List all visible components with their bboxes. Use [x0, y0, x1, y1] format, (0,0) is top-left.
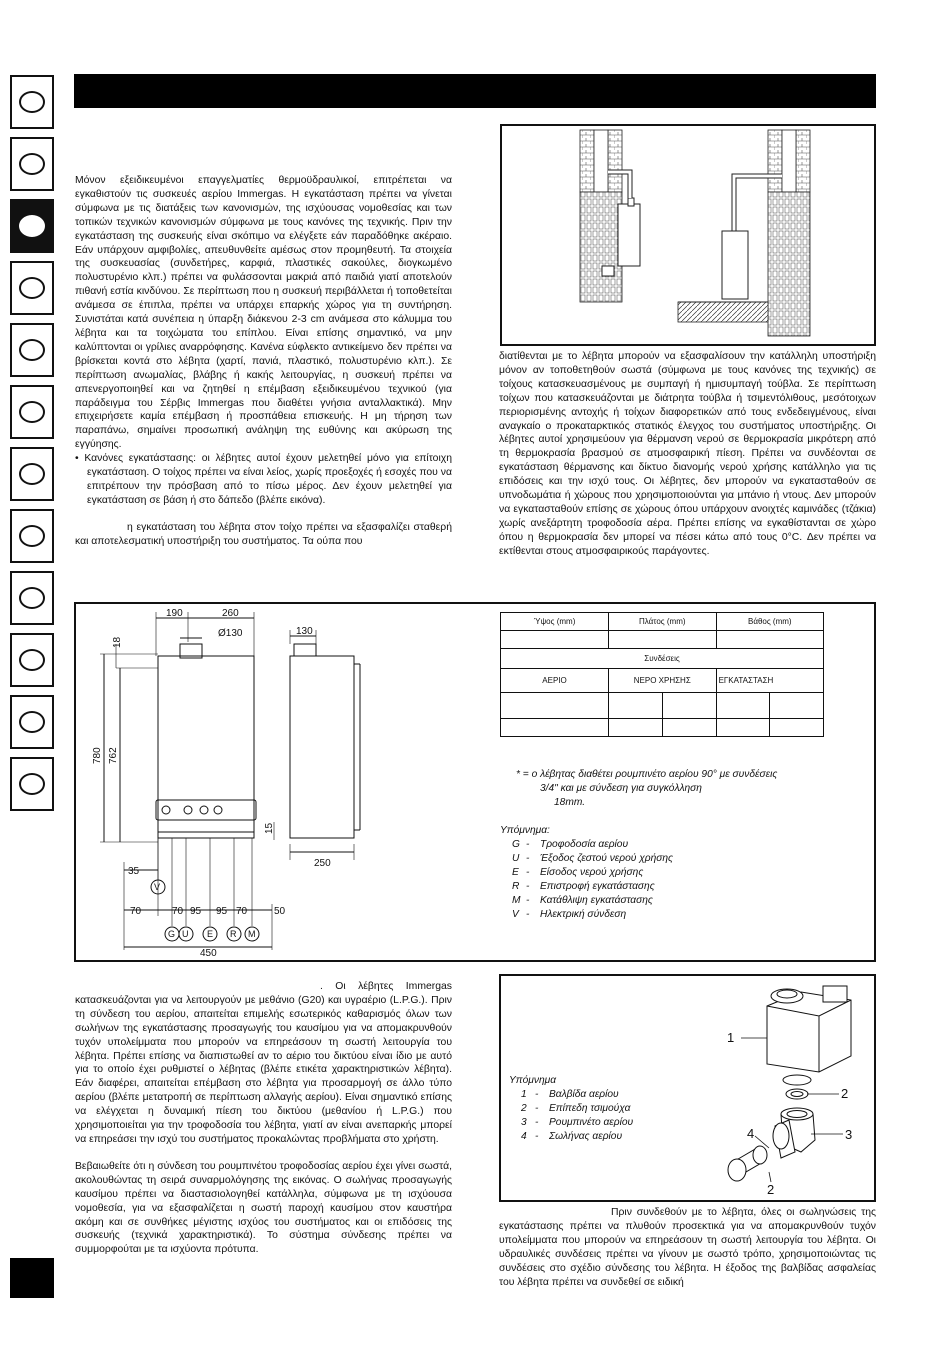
conn-u: U — [182, 929, 189, 939]
tab-oval-icon — [19, 215, 45, 237]
dimensions-legend — [500, 824, 800, 922]
conn-e: E — [207, 929, 214, 939]
wall-installation-drawing — [502, 126, 874, 344]
section-tab-11[interactable] — [10, 695, 54, 749]
table-cell — [501, 719, 609, 737]
dim-250: 250 — [314, 858, 331, 869]
dim-50: 50 — [274, 906, 286, 917]
dim-70-mid: 70 — [172, 906, 184, 917]
wall-support-text — [499, 350, 876, 559]
callout-4: 4 — [747, 1126, 755, 1141]
conn-g: G — [168, 929, 176, 939]
boiler-dimension-drawing — [76, 604, 496, 960]
wall-installation-figure — [500, 124, 876, 346]
legend-title: Υπόμνημα: — [500, 825, 550, 836]
section-tab-1[interactable] — [10, 75, 54, 129]
dim-190: 190 — [166, 608, 183, 619]
page-number-block — [10, 1258, 54, 1298]
tab-oval-icon — [19, 153, 45, 175]
table-sub-gas: ΑΕΡΙΟ — [501, 669, 609, 693]
tab-oval-icon — [19, 587, 45, 609]
note-line-1: * = ο λέβητας διαθέτει ρουμπινέτο αερίου 90° με συνδέσεις — [516, 769, 778, 780]
gas-valve-figure — [499, 974, 876, 1202]
section-header-bar — [74, 74, 876, 108]
gas-paragraph-2: Βεβαιωθείτε ότι η σύνδεση του ρουμπινέτου τροφοδοσίας αερίου έχει γίνει σωστά, ακολουθώντας τη σειρά συναρμολόγησης της εικόνας. Ο σωλήνας προσαγωγής καυσίμου πρέπει να διαστασιολογηθεί κατάλληλα, σύμφωνα με τη ισχύουσα νομοθεσία, για να εξασφαλίζεται η σωστή παροχή καυσίμου στον καυστήρα ακόμη και σε συνθήκες μέγιστης ισχύος του συστήματος και οι επιδόσεις της συσκευής (τεχνικά χαρακτηριστικά). Το σύστημα σύνδεσης πρέπει να συμμορφούται με τα ισχύοντα πρότυπα. — [75, 1160, 452, 1256]
table-cell — [716, 693, 770, 719]
legend2-item: 2 - Επίπεδη τσιμούχα — [521, 1103, 631, 1114]
tab-oval-icon — [19, 277, 45, 299]
dim-95-right: 95 — [216, 906, 228, 917]
dim-18: 18 — [112, 636, 123, 648]
callout-3: 3 — [845, 1127, 853, 1142]
gas-valve-drawing — [501, 976, 874, 1200]
table-cell — [501, 631, 609, 649]
dim-130-side: 130 — [296, 626, 313, 637]
hydraulic-connection-text — [499, 1206, 876, 1289]
wall-support-paragraph: διατίθενται με το λέβητα μπορούν να εξασφαλίσουν την κατάλληλη υποστήριξη μόνον αν τοποθετηθούν σωστά (σύμφωνα με τους κανόνες της τεχνικής) σε τοίχους κατασκευασμένους με συμπαγή ή ημισυμπαγή τούβλα. Σε περίπτωση τοίχων που κατασκευάζονται με διάτρητα τούβλα ή τσιμεντόλιθους, μεσότοιχων περιορισμένης αντοχής ή τοίχων διαφορετικών από τους ενδεδειγμένους, είναι αναγκαίο ο προκαταρκτικός στατικός έλεγχος του συστήματος υποστήριξης. Οι λέβητες αυτοί χρησιμεύουν για θέρμανση νερού σε θερμοκρασία μικρότερη από τη θερμοκρασία βρασμού σε ατμοσφαιρική πίεση. Πρέπει να συνδέονται σε εγκατάσταση θέρμανσης και δίκτυο διανομής νερού χρήσης κατάλληλο για τις επιδόσεις και την ισχύ τους. Οι λέβητες, δεν μπορούν να εγκατασταθούν σε υπνοδωμάτια ή χώρους που χρησιμοποιούνται για μπάνιο ή ντους. Δεν μπορούν να εγκατασταθούν επίσης σε χώρους όπου υπάρχουν ανοιχτές καμινάδες (τζάκια) χωρίς ανεξάρτητη τροφοδοσία αέρα. Πρέπει επίσης να εγκαθίστανται σε χώρο όπου η θερμοκρασία δεν μπορεί να πέσει κάτω από τους 0°C. Δεν πρέπει να εκτίθενται στους ατμοσφαιρικούς παράγοντες. — [499, 351, 876, 557]
table-cell — [662, 719, 716, 737]
legend-item: R - Επιστροφή εγκατάστασης — [512, 881, 655, 892]
legend2-item: 4 - Σωλήνας αερίου — [521, 1131, 623, 1142]
gas-paragraph-1-text: . Οι λέβητες Immergas κατασκευάζονται για να λειτουργούν με μεθάνιο (G20) και υγραέριο (L.P.G.). Πριν τη σύνδεση του αερίου, απαιτείται επιμελής εσωτερικός καθαρισμός όλων των σωλήνων της εγκατάστασης προσαγωγής του καυσίμου για να απομακρυνθούν τυχόν υπολείμματα που μπορούν να επηρεάσουν τη σωστή λειτουργία του λέβητα. Πρέπει επίσης να διαπιστωθεί αν το αέριο του δικτύου είναι ίδιο με αυτό για το οποίο έχει ρυθμιστεί ο λέβητας (βλέπε ετικέτα χαρακτηριστικών λέβητα). Εάν διαφέρει, απαιτείται επέμβαση στο λέβητα για προσαρμογή σε άλλο τύπο αερίου (βλέπε μετατροπή σε περίπτωση αλλαγής αερίου). Είναι σημαντικό επίσης να ελέγχεται η δυναμική πίεση του δικτύου (μεθανίου ή L.P.G.) που χρησιμοποιείται για την τροφοδοσία του λέβητα, γιατί αν είναι ανεπαρκής μπορεί να επηρεάσει την ισχύ του συστήματος προκαλώντας προβλήματα στο χρήστη. — [75, 981, 452, 1145]
tab-oval-icon — [19, 339, 45, 361]
dim-15: 15 — [264, 822, 275, 834]
table-cell — [770, 693, 824, 719]
table-header-width: Πλάτος (mm) — [609, 613, 717, 631]
dim-70-right: 70 — [236, 906, 248, 917]
section-tab-9[interactable] — [10, 571, 54, 625]
tab-oval-icon — [19, 711, 45, 733]
legend2-item: 3 - Ρουμπινέτο αερίου — [521, 1117, 634, 1128]
legend-item: E - Είσοδος νερού χρήσης — [512, 867, 644, 878]
intro-text — [75, 174, 452, 549]
conn-r: R — [230, 929, 237, 939]
tab-oval-icon — [19, 649, 45, 671]
section-tab-8[interactable] — [10, 509, 54, 563]
tab-oval-icon — [19, 773, 45, 795]
gas-paragraph-1 — [75, 980, 452, 1147]
section-tab-5[interactable] — [10, 323, 54, 377]
legend2-item: 1 - Βαλβίδα αερίου — [521, 1089, 619, 1100]
callout-1: 1 — [727, 1030, 735, 1045]
table-cell — [770, 719, 824, 737]
dim-762: 762 — [108, 747, 119, 764]
dim-95-left: 95 — [190, 906, 202, 917]
hydraulic-paragraph — [499, 1206, 876, 1289]
table-cell — [662, 693, 716, 719]
table-connections-header: Συνδέσεις — [501, 649, 824, 669]
table-sub-dhw: ΝΕΡΟ ΧΡΗΣΗΣ — [609, 669, 717, 693]
table-sub-system: ΕΓΚΑΤΑΣΤΑΣΗ — [716, 669, 823, 693]
note-line-2: 3/4" και με σύνδεση για συγκόλληση — [540, 783, 702, 794]
gas-connection-text — [75, 980, 452, 1257]
tab-oval-icon — [19, 91, 45, 113]
intro-bullet-text: Κανόνες εγκατάστασης: οι λέβητες αυτοί έχουν μελετηθεί μόνο για επίτοιχη εγκατάσταση. Ο τοίχος πρέπει να είναι λείος, χωρίς προεξοχές ή εσοχές που να επιτρέπουν την πρόσβαση από το πίσω μέρος. Δεν έχουν μελετηθεί για εγκατάσταση σε βάση ή στο δάπεδο (βλέπε εικόνα). — [84, 453, 453, 506]
dim-260: 260 — [222, 608, 239, 619]
hydraulic-paragraph-text: Πριν συνδεθούν με το λέβητα, όλες οι σωληνώσεις της εγκατάστασης πρέπει να πλυθούν προσεκτικά για να απομακρυνθούν τυχόν υπολείμματα που μπορούν να επηρεάσουν τη σωστή λειτουργία του λέβητα. Οι υδραυλικές συνδέσεις πρέπει να γίνουν με σωστό τρόπο, χρησιμοποιώντας τις συνδέσεις στο σχέδιο σύνδεσης του λέβητα. Η έξοδος της βαλβίδας ασφαλείας του λέβητα πρέπει να συνδεθεί σε ειδική — [499, 1207, 876, 1288]
table-cell — [501, 693, 609, 719]
intro-paragraph-2-text: η εγκατάσταση του λέβητα στον τοίχο πρέπει να εξασφαλίζει σταθερή και αποτελεσματική υποστήριξη του συστήματος. Τα ούπα που — [75, 521, 452, 547]
section-tab-10[interactable] — [10, 633, 54, 687]
callout-2: 2 — [841, 1086, 849, 1101]
section-tab-3[interactable] — [10, 199, 54, 253]
dim-780: 780 — [92, 747, 103, 764]
tab-oval-icon — [19, 463, 45, 485]
table-header-depth: Βάθος (mm) — [716, 613, 823, 631]
section-tab-4[interactable] — [10, 261, 54, 315]
gas-cock-note — [516, 768, 856, 810]
legend-item: V - Ηλεκτρική σύνδεση — [512, 909, 627, 920]
dimensions-figure — [74, 602, 876, 962]
table-header-height: Ύψος (mm) — [501, 613, 609, 631]
dim-130-dia: Ø130 — [218, 628, 243, 639]
dim-70-left: 70 — [130, 906, 142, 917]
conn-m: M — [248, 929, 256, 939]
legend-item: G - Τροφοδοσία αερίου — [512, 839, 629, 850]
dim-35: 35 — [128, 866, 140, 877]
table-cell — [609, 693, 663, 719]
tab-oval-icon — [19, 525, 45, 547]
table-cell — [716, 631, 823, 649]
dim-450: 450 — [200, 948, 217, 959]
section-tab-2[interactable] — [10, 137, 54, 191]
table-cell — [716, 719, 770, 737]
table-cell — [609, 719, 663, 737]
intro-paragraph-2 — [75, 521, 452, 549]
note-line-3: 18mm. — [554, 797, 586, 808]
legend-item: M - Κατάθλιψη εγκατάστασης — [512, 895, 653, 906]
conn-v: V — [154, 882, 161, 892]
callout-2-lower: 2 — [767, 1182, 775, 1197]
dimensions-table — [500, 612, 824, 737]
legend2-title: Υπόμνημα — [509, 1075, 557, 1086]
section-tab-7[interactable] — [10, 447, 54, 501]
section-tab-12[interactable] — [10, 757, 54, 811]
intro-paragraph-1: Μόνον εξειδικευμένοι επαγγελματίες θερμοϋδραυλικοί, επιτρέπεται να εγκαθιστούν τις συσκευές αερίου Immergas. Η εγκατάσταση πρέπει να γίνεται σύμφωνα με τις διατάξεις των κανονισμών, της ισχύουσας νομοθεσίας και των τοπικών τεχνικών κανονισμών σύμφωνα με τους κανόνες της τεχνικής. Πριν την εγκατάσταση της συσκευής είναι σκόπιμο να ελέγξετε εάν παραδόθηκε ακέραιο. Εάν υπάρχουν αμφιβολίες, απευθυνθείτε αμέσως στον προμηθευτή. Τα στοιχεία της συσκευασίας (συνδετήρες, καρφιά, πλαστικές σακούλες, διογκωμένο πολυστυρένιο κλπ.) πρέπει να φυλάσσονται μακριά από παιδιά γιατί αποτελούν πιθανή εστία κινδύνου. Σε περίπτωση που η συσκευή περιβάλλεται ή τοποθετείται ανάμεσα σε έπιπλα, πρέπει να υπάρχει επαρκής χώρος για τη συντήρηση. Συνιστάται κατά συνέπεια η ύπαρξη διάκενου 2-3 cm ανάμεσα στο κάλυμμα του λέβητα και τα τοιχώματα του επίπλου. Είναι επίσης σημαντικό, να μην καλύπτονται οι γρίλιες αναρρόφησης. Κανένα εύφλεκτο αντικείμενο δεν πρέπει να βρίσκεται κοντά στο λέβητα (χαρτί, πανιά, πλαστικό, πολυστυρένιο κλπ.). Σε περίπτωση ανωμαλίας, βλάβης ή κακής λειτουργίας, η συσκευή πρέπει να απενεργοποιηθεί και να ζητηθεί η επέμβαση εξειδικευμένου τεχνικού (για παράδειγμα του Σέρβις Immergas που διαθέτει γνήσια ανταλλακτικά). Μην επιχειρήσετε καμία επέμβαση ή προσπάθεια επισκευής. Η μη τήρηση των παραπάνω, σημαίνει προσωπική ανάληψη της ευθύνης και ακύρωση της εγγύησης. — [75, 175, 452, 451]
tab-oval-icon — [19, 401, 45, 423]
section-tab-6[interactable] — [10, 385, 54, 439]
table-cell — [609, 631, 717, 649]
legend-item: U - Έξοδος ζεστού νερού χρήσης — [512, 853, 674, 864]
intro-bullet: • Κανόνες εγκατάστασης: οι λέβητες αυτοί έχουν μελετηθεί μόνο για επίτοιχη εγκατάσταση. Ο τοίχος πρέπει να είναι λείος, χωρίς προεξοχές ή εσοχές που να επιτρέπουν την πρόσβαση από το πίσω μέρος. Δεν έχουν μελετηθεί για εγκατάσταση σε βάση ή στο δάπεδο (βλέπε εικόνα). — [75, 453, 453, 506]
